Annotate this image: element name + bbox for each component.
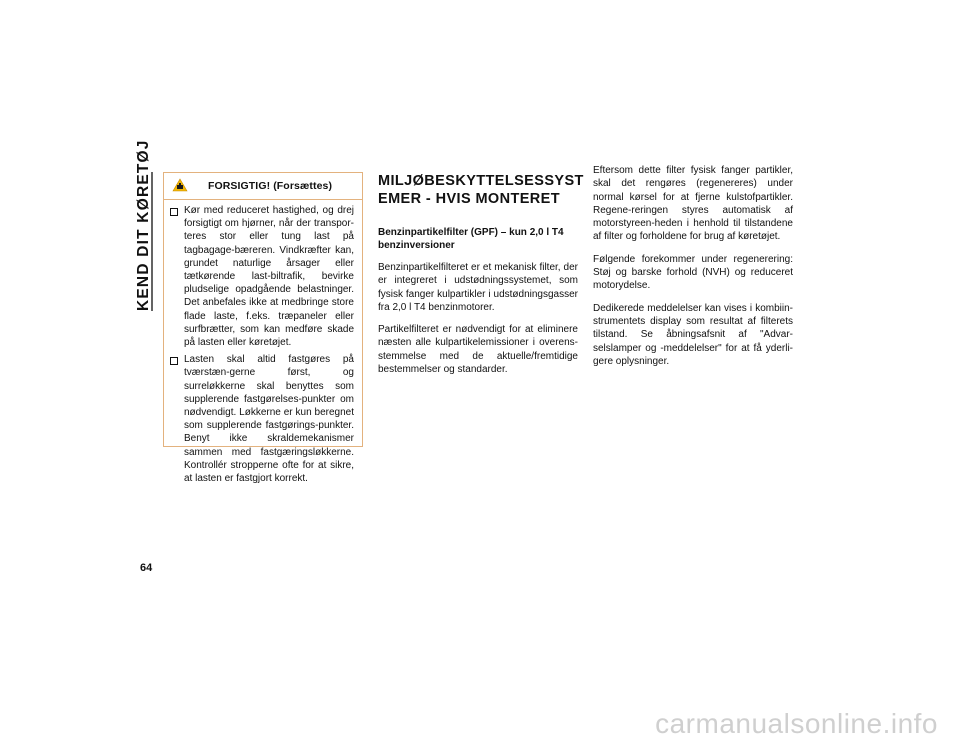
bullet-box-icon [170,208,178,216]
page-number: 64 [140,562,153,574]
warning-triangle-icon [172,178,188,192]
section-heading: MILJØBESKYTTELSESSYST EMER - HVIS MONTERET [378,173,584,207]
caution-bullet-text: Kør med reduceret hastighed, og drej forsigtigt om hjørner, når der transpor-teres stor eller tung last på tagbagage-bæreren. Vindkræfter kan, grundet naturlige årsager eller tætkørende last-biltrafik, bevirke pludselige opadgående belastninger. Det anbefales ikke at medbringe store flade laste, f.eks. træpaneler eller surfbrætter, som kan medføre skade på lasten eller køretøjet. [184,205,354,349]
paragraph: Benzinpartikelfilteret er et mekanisk filter, der er integreret i udstødningssystemet, som fysisk fanger kulpartikler i udstødningsgasser fra 2,0 l T4 benzinmotorer. [378,262,578,313]
caution-title: FORSIGTIG! (Forsættes) [207,180,333,192]
paragraph: Eftersom dette filter fysisk fanger partikler, skal det rengøres (regenereres) under normal kørsel for at fjerne kulstofpartikler. Regene-reringen styres automatisk af motorstyreen-heden i henhold til tilstandene af filter og forholdene for brug af køretøjet. [593,165,793,243]
right-column [593,164,793,368]
paragraph: Partikelfilteret er nødvendigt for at eliminere næsten alle kulpartikelemissioner i overens-stemmelse med de aktuelle/fremtidige bestemmelser og standarder. [378,324,578,376]
main-column [378,172,584,376]
section-side-title-text: KEND DIT KØRETØJ [135,139,152,311]
caution-box [163,172,363,485]
watermark: carmanualsonline.info [655,708,938,739]
caution-header [164,173,362,200]
caution-bullet [170,204,354,349]
caution-bullet [170,353,354,485]
caution-body [164,200,362,485]
paragraph: Dedikerede meddelelser kan vises i kombiin-strumentets display som resultat af filterets tilstand. Se åbningsafsnit af "Advar-selslamper og -meddelelser" for at få yderli-gere oplysninger. [593,302,793,367]
paragraph: Følgende forekommer under regenerering: Støj og barske forhold (NVH) og reduceret motorydelse. [593,253,793,292]
subheading: Benzinpartikelfilter (GPF) – kun 2,0 l T4 benzinversioner [378,227,564,251]
section-side-title [126,139,166,312]
bullet-box-icon [170,357,178,365]
caution-bullet-text: Lasten skal altid fastgøres på tværstæn-gerne først, og surreløkkerne skal benyttes som supplerende fastgørelses-punkter om nødvendigt. Løkkerne er kun beregnet som supplerende fastgørings-punkter. Benyt ikke skraldemekanismer sammen med fastgæringsløkkerne. Kontrollér stropperne ofte for at sikre, at lasten er fastgjort korrekt. [184,354,354,485]
